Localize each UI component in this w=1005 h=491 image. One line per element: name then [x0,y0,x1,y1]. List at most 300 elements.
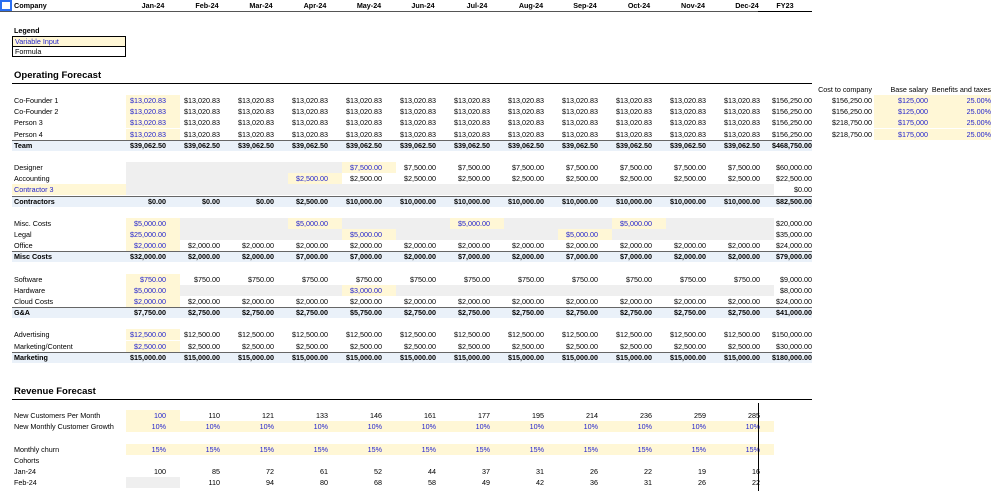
value-cell[interactable]: $750.00 [140,275,166,284]
value-cell[interactable]: $12,500.00 [616,330,652,339]
value-cell[interactable]: $2,500.00 [296,197,328,206]
value-cell[interactable]: $13,020.83 [562,107,598,116]
value-cell[interactable]: $2,000.00 [512,252,544,261]
value-cell[interactable]: $2,750.00 [512,308,544,317]
value-cell[interactable]: $13,020.83 [238,130,274,139]
value-cell[interactable]: $5,000.00 [296,219,328,228]
fy-cell[interactable]: $41,000.00 [776,308,812,317]
value-cell[interactable]: 133 [316,411,328,420]
fy-cell[interactable]: $156,250.00 [772,107,812,116]
value-cell[interactable]: $13,020.83 [670,107,706,116]
value-cell[interactable]: $2,500.00 [296,174,328,183]
value-cell[interactable]: $2,500.00 [566,174,598,183]
value-cell[interactable]: $13,020.83 [400,107,436,116]
company-header[interactable]: Company [14,1,47,10]
value-cell[interactable]: $13,020.83 [562,130,598,139]
value-cell[interactable]: $0.00 [148,197,166,206]
value-cell[interactable]: $13,020.83 [400,96,436,105]
value-cell[interactable]: 15% [745,445,760,454]
value-cell[interactable]: $12,500.00 [400,330,436,339]
row-label[interactable]: Office [14,241,33,250]
benefits-cell[interactable]: 25.00% [966,130,991,139]
value-cell[interactable]: $13,020.83 [508,96,544,105]
value-cell[interactable]: 15% [583,445,598,454]
value-cell[interactable]: $10,000.00 [346,197,382,206]
value-cell[interactable]: $13,020.83 [292,107,328,116]
value-cell[interactable]: $2,750.00 [728,308,760,317]
value-cell[interactable]: 10% [313,422,328,431]
value-cell[interactable]: $12,500.00 [508,330,544,339]
value-cell[interactable]: $10,000.00 [508,197,544,206]
row-label[interactable]: New Monthly Customer Growth [14,422,114,431]
legend-formula[interactable] [12,46,126,57]
value-cell[interactable]: $10,000.00 [454,197,490,206]
value-cell[interactable]: $13,020.83 [400,130,436,139]
value-cell[interactable]: $32,000.00 [130,252,166,261]
value-cell[interactable]: $13,020.83 [508,118,544,127]
value-cell[interactable]: $39,062.50 [616,141,652,150]
value-cell[interactable]: 100 [154,411,166,420]
month-header-aug-24[interactable]: Aug-24 [518,1,544,10]
value-cell[interactable]: 26 [698,478,706,487]
value-cell[interactable]: $5,000.00 [134,286,166,295]
value-cell[interactable]: $2,500.00 [188,342,220,351]
value-cell[interactable]: $12,500.00 [292,330,328,339]
fy-cell[interactable]: $22,500.00 [776,174,812,183]
value-cell[interactable]: $2,500.00 [350,174,382,183]
value-cell[interactable]: $2,000.00 [620,297,652,306]
value-cell[interactable]: $13,020.83 [292,96,328,105]
cost-to-company-cell[interactable]: $156,250.00 [832,107,872,116]
value-cell[interactable]: $15,000.00 [562,353,598,362]
value-cell[interactable]: $2,000.00 [458,241,490,250]
value-cell[interactable]: 121 [262,411,274,420]
value-cell[interactable]: 85 [212,467,220,476]
value-cell[interactable]: $13,020.83 [454,130,490,139]
value-cell[interactable]: $39,062.50 [130,141,166,150]
value-cell[interactable]: $2,500.00 [458,174,490,183]
value-cell[interactable]: $13,020.83 [454,118,490,127]
value-cell[interactable]: $25,000.00 [130,230,166,239]
value-cell[interactable]: $12,500.00 [454,330,490,339]
value-cell[interactable]: $12,500.00 [724,330,760,339]
selected-cell[interactable] [0,0,12,11]
value-cell[interactable]: 146 [370,411,382,420]
row-label[interactable]: Co-Founder 2 [14,107,59,116]
value-cell[interactable]: 80 [320,478,328,487]
value-cell[interactable]: $7,750.00 [134,308,166,317]
value-cell[interactable]: $2,750.00 [674,308,706,317]
value-cell[interactable]: $2,000.00 [134,297,166,306]
value-cell[interactable]: $7,000.00 [620,252,652,261]
value-cell[interactable]: $10,000.00 [616,197,652,206]
value-cell[interactable]: $2,000.00 [674,252,706,261]
value-cell[interactable]: $750.00 [248,275,274,284]
month-header-dec-24[interactable]: Dec-24 [735,1,759,10]
value-cell[interactable]: $750.00 [410,275,436,284]
fy-cell[interactable]: $156,250.00 [772,130,812,139]
row-label[interactable]: Jan-24 [14,467,36,476]
cost-to-company-cell[interactable]: $156,250.00 [832,96,872,105]
value-cell[interactable]: $15,000.00 [346,353,382,362]
value-cell[interactable]: $13,020.83 [184,118,220,127]
row-label[interactable]: Feb-24 [14,478,37,487]
value-cell[interactable]: $5,000.00 [350,230,382,239]
value-cell[interactable]: $13,020.83 [616,107,652,116]
value-cell[interactable]: 110 [208,411,220,420]
value-cell[interactable]: 94 [266,478,274,487]
value-cell[interactable]: $12,500.00 [184,330,220,339]
value-cell[interactable]: $750.00 [680,275,706,284]
base-salary-cell[interactable]: $125,000 [898,96,928,105]
value-cell[interactable]: 15% [367,445,382,454]
value-cell[interactable]: $2,500.00 [404,342,436,351]
value-cell[interactable]: $13,020.83 [346,96,382,105]
value-cell[interactable]: $2,500.00 [674,342,706,351]
row-label[interactable]: Person 4 [14,130,43,139]
row-label[interactable]: Advertising [14,330,50,339]
value-cell[interactable]: 10% [583,422,598,431]
row-label[interactable]: Cloud Costs [14,297,54,306]
fy-header[interactable]: FY23 [776,1,794,10]
value-cell[interactable]: $7,000.00 [566,252,598,261]
value-cell[interactable]: $39,062.50 [346,141,382,150]
value-cell[interactable]: 195 [532,411,544,420]
month-header-may-24[interactable]: May-24 [356,1,382,10]
row-label[interactable]: Marketing/Content [14,342,73,351]
value-cell[interactable]: $2,000.00 [188,297,220,306]
value-cell[interactable]: $7,000.00 [458,252,490,261]
value-cell[interactable]: 42 [536,478,544,487]
value-cell[interactable]: 100 [154,467,166,476]
row-label[interactable]: Software [14,275,43,284]
cost-to-company-cell[interactable]: $218,750.00 [832,118,872,127]
value-cell[interactable]: $750.00 [356,275,382,284]
month-header-jun-24[interactable]: Jun-24 [411,1,435,10]
value-cell[interactable]: 10% [205,422,220,431]
value-cell[interactable]: $2,000.00 [350,241,382,250]
value-cell[interactable]: $15,000.00 [508,353,544,362]
value-cell[interactable]: $2,000.00 [188,252,220,261]
value-cell[interactable]: 10% [367,422,382,431]
total-label[interactable]: Misc Costs [14,252,52,261]
benefits-cell[interactable]: 25.00% [966,96,991,105]
fy-cell[interactable]: $180,000.00 [772,353,812,362]
value-cell[interactable]: $2,500.00 [404,174,436,183]
value-cell[interactable]: 61 [320,467,328,476]
fy-cell[interactable]: $20,000.00 [776,219,812,228]
value-cell[interactable]: 36 [590,478,598,487]
value-cell[interactable]: $2,000.00 [242,252,274,261]
value-cell[interactable]: $2,750.00 [620,308,652,317]
value-cell[interactable]: 236 [640,411,652,420]
value-cell[interactable]: 15% [205,445,220,454]
fy-cell[interactable]: $82,500.00 [776,197,812,206]
value-cell[interactable]: $2,500.00 [566,342,598,351]
value-cell[interactable]: $13,020.83 [670,118,706,127]
value-cell[interactable]: 10% [259,422,274,431]
value-cell[interactable]: $13,020.83 [562,96,598,105]
value-cell[interactable]: $13,020.83 [184,130,220,139]
value-cell[interactable]: $2,500.00 [728,342,760,351]
value-cell[interactable]: $2,750.00 [188,308,220,317]
value-cell[interactable]: $2,500.00 [350,342,382,351]
value-cell[interactable]: $7,500.00 [512,163,544,172]
benefits-cell[interactable]: 25.00% [966,118,991,127]
value-cell[interactable]: 52 [374,467,382,476]
month-header-oct-24[interactable]: Oct-24 [627,1,651,10]
value-cell[interactable]: $13,020.83 [724,118,760,127]
value-cell[interactable]: $2,000.00 [188,241,220,250]
value-cell[interactable]: 10% [475,422,490,431]
value-cell[interactable]: $15,000.00 [184,353,220,362]
value-cell[interactable]: $5,000.00 [134,219,166,228]
value-cell[interactable]: $2,500.00 [620,342,652,351]
benefits-cell[interactable]: 25.00% [966,107,991,116]
value-cell[interactable]: 15% [151,445,166,454]
value-cell[interactable]: $10,000.00 [400,197,436,206]
value-cell[interactable]: $2,000.00 [566,241,598,250]
value-cell[interactable]: $15,000.00 [292,353,328,362]
value-cell[interactable]: 15% [259,445,274,454]
value-cell[interactable]: $13,020.83 [616,130,652,139]
value-cell[interactable]: 10% [691,422,706,431]
value-cell[interactable]: $5,000.00 [458,219,490,228]
value-cell[interactable]: $13,020.83 [724,96,760,105]
value-cell[interactable]: $15,000.00 [400,353,436,362]
total-label[interactable]: Team [14,141,33,150]
value-cell[interactable]: $2,000.00 [350,297,382,306]
value-cell[interactable]: $12,500.00 [130,330,166,339]
value-cell[interactable]: 15% [529,445,544,454]
value-cell[interactable]: $2,000.00 [404,241,436,250]
value-cell[interactable]: $39,062.50 [238,141,274,150]
fy-cell[interactable]: $8,000.00 [780,286,812,295]
value-cell[interactable]: 214 [586,411,598,420]
value-cell[interactable]: $2,750.00 [458,308,490,317]
value-cell[interactable]: 259 [694,411,706,420]
fy-cell[interactable]: $79,000.00 [776,252,812,261]
total-label[interactable]: Marketing [14,353,48,362]
value-cell[interactable]: $2,500.00 [458,342,490,351]
value-cell[interactable]: $7,500.00 [350,163,382,172]
month-header-sep-24[interactable]: Sep-24 [573,1,597,10]
value-cell[interactable]: $39,062.50 [724,141,760,150]
base-salary-cell[interactable]: $175,000 [898,130,928,139]
value-cell[interactable]: $3,000.00 [350,286,382,295]
row-label[interactable]: Accounting [14,174,50,183]
value-cell[interactable]: $2,750.00 [566,308,598,317]
value-cell[interactable]: $13,020.83 [454,96,490,105]
value-cell[interactable]: $13,020.83 [130,118,166,127]
fy-cell[interactable]: $150,000.00 [772,330,812,339]
value-cell[interactable]: $13,020.83 [184,107,220,116]
value-cell[interactable]: $13,020.83 [346,107,382,116]
value-cell[interactable]: $13,020.83 [292,130,328,139]
value-cell[interactable]: $750.00 [518,275,544,284]
value-cell[interactable]: 10% [151,422,166,431]
value-cell[interactable]: $39,062.50 [292,141,328,150]
row-label[interactable]: Contractor 3 [14,185,54,194]
row-label[interactable]: Designer [14,163,43,172]
fy-cell[interactable]: $24,000.00 [776,241,812,250]
value-cell[interactable]: $13,020.83 [724,107,760,116]
value-cell[interactable]: $13,020.83 [346,130,382,139]
value-cell[interactable]: $10,000.00 [724,197,760,206]
month-header-jan-24[interactable]: Jan-24 [141,1,165,10]
value-cell[interactable]: $15,000.00 [454,353,490,362]
fy-cell[interactable]: $156,250.00 [772,96,812,105]
value-cell[interactable]: 58 [428,478,436,487]
month-header-feb-24[interactable]: Feb-24 [195,1,219,10]
row-label[interactable]: Person 3 [14,118,43,127]
value-cell[interactable]: 110 [208,478,220,487]
value-cell[interactable]: $5,750.00 [350,308,382,317]
value-cell[interactable]: $15,000.00 [616,353,652,362]
month-header-jul-24[interactable]: Jul-24 [466,1,488,10]
value-cell[interactable]: $39,062.50 [670,141,706,150]
value-cell[interactable]: 177 [478,411,490,420]
value-cell[interactable]: $2,500.00 [296,342,328,351]
value-cell[interactable]: $13,020.83 [508,107,544,116]
value-cell[interactable]: 31 [536,467,544,476]
value-cell[interactable]: $12,500.00 [562,330,598,339]
cohorts-label[interactable]: Cohorts [14,456,40,465]
value-cell[interactable]: $13,020.83 [238,118,274,127]
value-cell[interactable]: $2,000.00 [674,297,706,306]
month-header-apr-24[interactable]: Apr-24 [303,1,327,10]
value-cell[interactable]: $13,020.83 [130,130,166,139]
value-cell[interactable]: $13,020.83 [238,96,274,105]
value-cell[interactable]: $2,000.00 [728,297,760,306]
value-cell[interactable]: $13,020.83 [346,118,382,127]
value-cell[interactable]: 68 [374,478,382,487]
value-cell[interactable]: 44 [428,467,436,476]
value-cell[interactable]: $15,000.00 [130,353,166,362]
value-cell[interactable]: $2,500.00 [512,174,544,183]
value-cell[interactable]: $0.00 [256,197,274,206]
value-cell[interactable]: $7,000.00 [296,252,328,261]
value-cell[interactable]: $2,500.00 [728,174,760,183]
base-salary-cell[interactable]: $175,000 [898,118,928,127]
fy-cell[interactable]: $0.00 [794,185,812,194]
value-cell[interactable]: $7,500.00 [458,163,490,172]
value-cell[interactable]: 49 [482,478,490,487]
value-cell[interactable]: $13,020.83 [616,96,652,105]
value-cell[interactable]: $13,020.83 [400,118,436,127]
value-cell[interactable]: $2,500.00 [674,174,706,183]
value-cell[interactable]: $2,500.00 [134,342,166,351]
value-cell[interactable]: $7,500.00 [620,163,652,172]
value-cell[interactable]: $13,020.83 [562,118,598,127]
value-cell[interactable]: $2,750.00 [296,308,328,317]
cost-to-company-header[interactable]: Cost to company [818,85,872,94]
value-cell[interactable]: $750.00 [626,275,652,284]
value-cell[interactable]: $2,000.00 [404,297,436,306]
month-header-nov-24[interactable]: Nov-24 [681,1,705,10]
base-salary-header[interactable]: Base salary [890,85,928,94]
value-cell[interactable]: $12,500.00 [346,330,382,339]
value-cell[interactable]: $750.00 [464,275,490,284]
value-cell[interactable]: $10,000.00 [670,197,706,206]
value-cell[interactable]: $5,000.00 [566,230,598,239]
value-cell[interactable]: 15% [637,445,652,454]
value-cell[interactable]: $750.00 [734,275,760,284]
value-cell[interactable]: $2,000.00 [296,297,328,306]
fy-cell[interactable]: $30,000.00 [776,342,812,351]
value-cell[interactable]: $39,062.50 [184,141,220,150]
value-cell[interactable]: $13,020.83 [292,118,328,127]
fy-cell[interactable]: $35,000.00 [776,230,812,239]
total-label[interactable]: G&A [14,308,30,317]
base-salary-cell[interactable]: $125,000 [898,107,928,116]
value-cell[interactable]: $39,062.50 [508,141,544,150]
value-cell[interactable]: 31 [644,478,652,487]
value-cell[interactable]: $13,020.83 [130,107,166,116]
value-cell[interactable]: $2,500.00 [242,342,274,351]
value-cell[interactable]: $2,000.00 [296,241,328,250]
value-cell[interactable]: $2,000.00 [242,297,274,306]
value-cell[interactable]: $2,000.00 [512,241,544,250]
value-cell[interactable]: $2,500.00 [512,342,544,351]
value-cell[interactable]: $0.00 [202,197,220,206]
month-header-mar-24[interactable]: Mar-24 [249,1,273,10]
benefits-header[interactable]: Benefits and taxes [931,85,991,94]
total-label[interactable]: Contractors [14,197,55,206]
value-cell[interactable]: $39,062.50 [400,141,436,150]
fy-cell[interactable]: $24,000.00 [776,297,812,306]
value-cell[interactable]: $2,000.00 [458,297,490,306]
value-cell[interactable]: $7,000.00 [350,252,382,261]
fy-cell[interactable]: $468,750.00 [772,141,812,150]
value-cell[interactable]: 16 [752,467,760,476]
value-cell[interactable]: $13,020.83 [616,118,652,127]
value-cell[interactable]: 19 [698,467,706,476]
value-cell[interactable]: $2,000.00 [728,252,760,261]
value-cell[interactable]: $2,000.00 [242,241,274,250]
value-cell[interactable]: 22 [644,467,652,476]
value-cell[interactable]: 10% [745,422,760,431]
value-cell[interactable]: $2,000.00 [620,241,652,250]
row-label[interactable]: Monthly churn [14,445,60,454]
value-cell[interactable]: 15% [691,445,706,454]
value-cell[interactable]: 72 [266,467,274,476]
value-cell[interactable]: $13,020.83 [670,96,706,105]
row-label[interactable]: Hardware [14,286,46,295]
fy-cell[interactable]: $9,000.00 [780,275,812,284]
value-cell[interactable]: $15,000.00 [724,353,760,362]
value-cell[interactable]: 10% [421,422,436,431]
value-cell[interactable]: $15,000.00 [670,353,706,362]
value-cell[interactable]: $2,000.00 [512,297,544,306]
value-cell[interactable]: 10% [637,422,652,431]
cost-to-company-cell[interactable]: $218,750.00 [832,130,872,139]
row-label[interactable]: New Customers Per Month [14,411,101,420]
row-label[interactable]: Legal [14,230,32,239]
value-cell[interactable]: $750.00 [194,275,220,284]
value-cell[interactable]: $39,062.50 [562,141,598,150]
value-cell[interactable]: $13,020.83 [238,107,274,116]
value-cell[interactable]: 37 [482,467,490,476]
value-cell[interactable]: $5,000.00 [620,219,652,228]
value-cell[interactable]: $10,000.00 [562,197,598,206]
value-cell[interactable]: 15% [475,445,490,454]
value-cell[interactable]: $2,750.00 [404,308,436,317]
value-cell[interactable]: 22 [752,478,760,487]
value-cell[interactable]: $750.00 [572,275,598,284]
value-cell[interactable]: $13,020.83 [724,130,760,139]
fy-cell[interactable]: $156,250.00 [772,118,812,127]
